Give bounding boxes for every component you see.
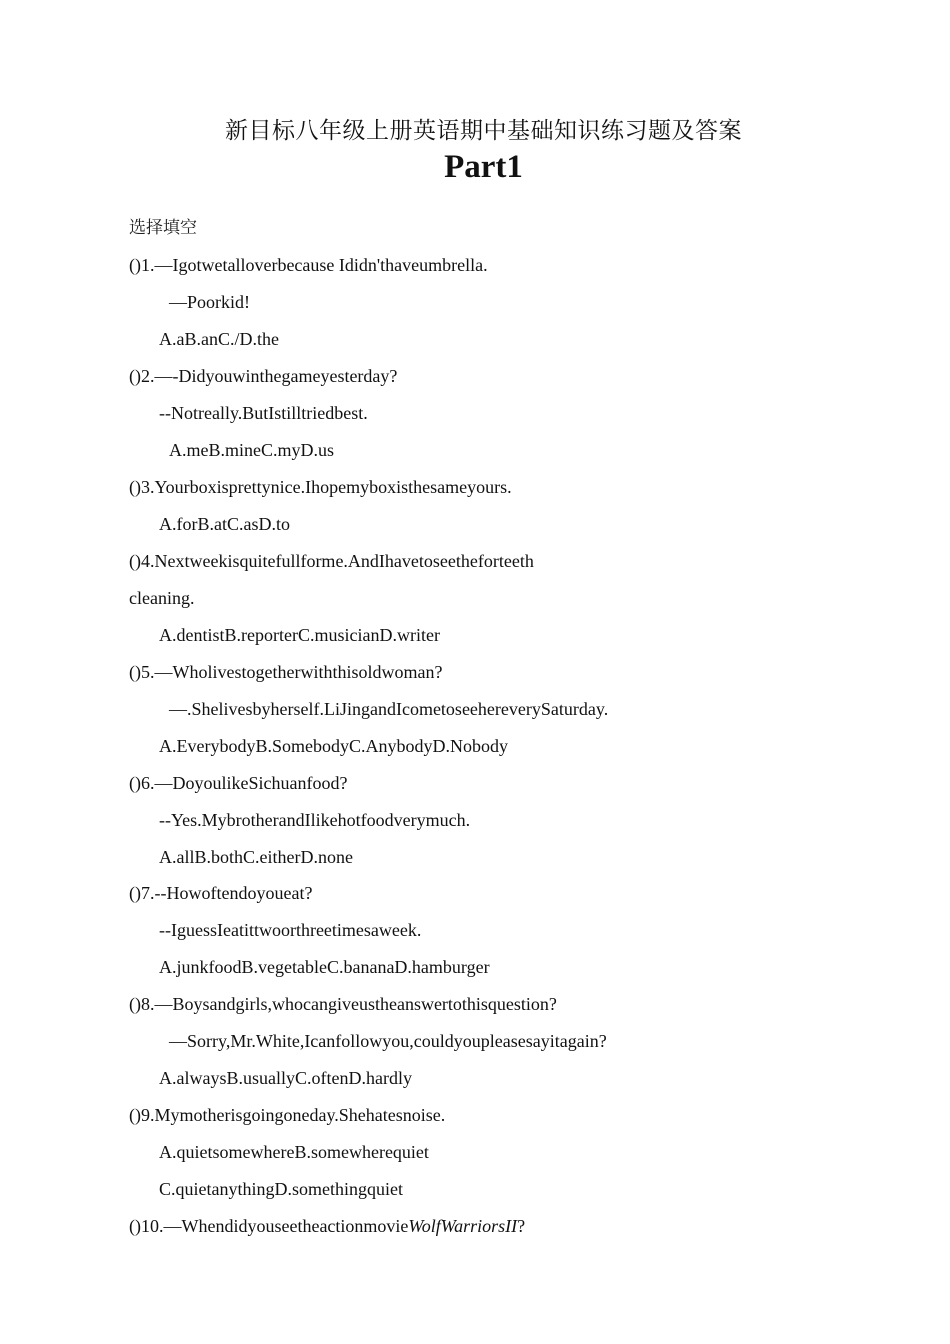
- question-5-stem: ()5.—Wholivestogetherwiththisoldwoman?: [129, 662, 443, 682]
- question-4-stem-continuation: cleaning.: [129, 588, 195, 608]
- question-9-options-continuation: C.quietanythingD.somethingquiet: [159, 1179, 403, 1199]
- document-title: 新目标八年级上册英语期中基础知识练习题及答案: [225, 118, 742, 144]
- question-8-reply: —Sorry,Mr.White,Icanfollowyou,couldyoupleasesayitagain?: [169, 1031, 607, 1051]
- question-2-options: A.meB.mineC.myD.us: [169, 440, 334, 460]
- question-2-stem: ()2.—-Didyouwinthegameyesterday?: [129, 366, 398, 386]
- part-heading: Part1: [444, 149, 523, 185]
- question-4-stem: ()4.Nextweekisquitefullforme.AndIhavetoseetheforteeth: [129, 551, 534, 571]
- question-10-stem-end: ?: [517, 1216, 526, 1236]
- question-6-options: A.allB.bothC.eitherD.none: [159, 847, 353, 867]
- question-10-stem: [129, 1215, 525, 1237]
- question-9-stem: ()9.Mymotherisgoingoneday.Shehatesnoise.: [129, 1105, 446, 1125]
- question-1-options: A.aB.anC./D.the: [159, 329, 279, 349]
- question-6-reply: --Yes.MybrotherandIlikehotfoodverymuch.: [159, 810, 471, 830]
- question-3-stem: ()3.Yourboxisprettynice.Ihopemyboxisthesameyours.: [129, 477, 512, 497]
- section-label: 选择填空: [129, 218, 197, 238]
- question-2-reply: --Notreally.ButIstilltriedbest.: [159, 403, 368, 423]
- question-8-stem: ()8.—Boysandgirls,whocangiveustheanswertothisquestion?: [129, 994, 557, 1014]
- question-7-options: A.junkfoodB.vegetableC.bananaD.hamburger: [159, 957, 490, 977]
- question-7-reply: --IguessIeatittwoorthreetimesaweek.: [159, 920, 422, 940]
- question-1-reply: —Poorkid!: [169, 292, 250, 312]
- question-3-options: A.forB.atC.asD.to: [159, 514, 290, 534]
- question-6-stem: ()6.—DoyoulikeSichuanfood?: [129, 773, 348, 793]
- question-7-stem: ()7.--Howoftendoyoueat?: [129, 883, 313, 903]
- question-8-options: A.alwaysB.usuallyC.oftenD.hardly: [159, 1068, 412, 1088]
- question-5-options: A.EverybodyB.SomebodyC.AnybodyD.Nobody: [159, 736, 508, 756]
- movie-title: WolfWarriorsII: [408, 1216, 518, 1236]
- question-1-stem: ()1.—Igotwetalloverbecause Ididn'thaveumbrella.: [129, 255, 488, 275]
- question-4-options: A.dentistB.reporterC.musicianD.writer: [159, 625, 440, 645]
- question-5-reply: —.Shelivesbyherself.LiJingandIcometoseehereverySaturday.: [169, 699, 609, 719]
- question-10-stem-text: ()10.—Whendidyouseetheactionmovie: [129, 1216, 409, 1236]
- question-9-options: A.quietsomewhereB.somewherequiet: [159, 1142, 429, 1162]
